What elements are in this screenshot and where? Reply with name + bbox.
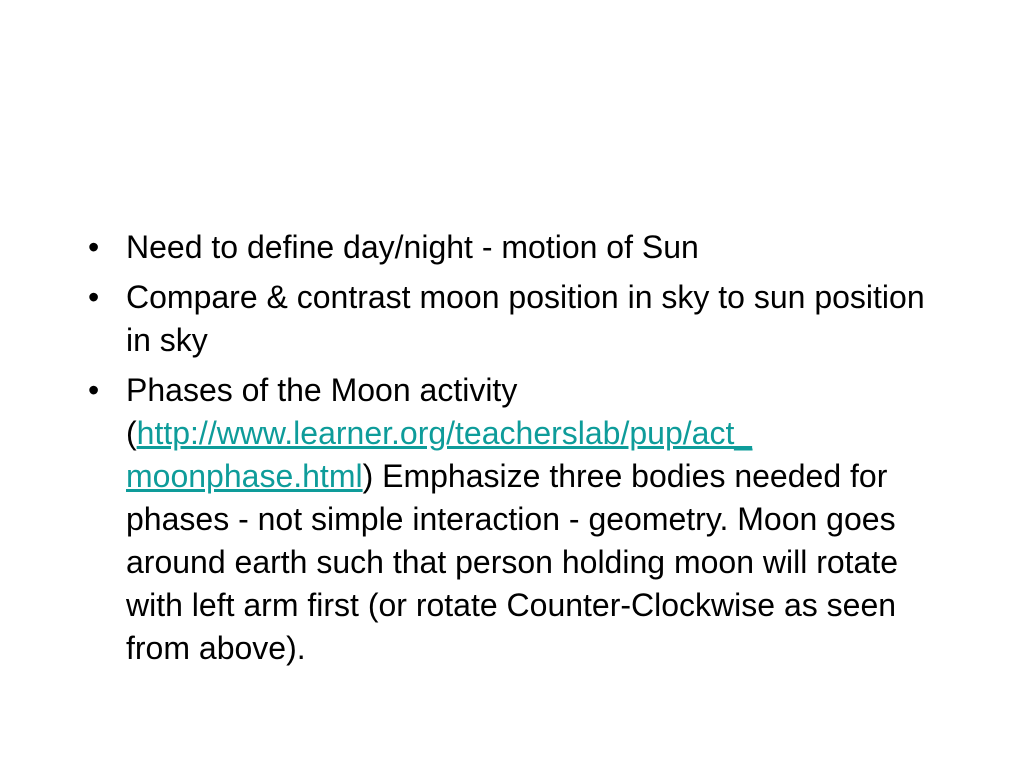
bullet-text: Compare & contrast moon position in sky to sun position in sky xyxy=(126,279,925,358)
bullet-text-before: Phases of the Moon activity ( xyxy=(126,372,518,451)
moonphase-link-line1[interactable]: http://www.learner.org/teacherslab/pup/act_ xyxy=(136,415,753,451)
bullet-list xyxy=(88,226,928,677)
bullet-icon: • xyxy=(88,229,100,265)
bullet-item-day-night xyxy=(88,226,928,269)
bullet-icon: • xyxy=(88,279,100,315)
bullet-icon: • xyxy=(88,372,100,408)
bullet-item-moon-position xyxy=(88,276,928,362)
bullet-item-moon-phases xyxy=(88,369,928,670)
moonphase-link-line2[interactable]: moonphase.html xyxy=(126,458,363,494)
bullet-text-after: ) Emphasize three bodies needed for phases - not simple interaction - geometry. Moon goes around earth such that person holding moon will rotate with left arm first (or rotate Counter-Clockwise as seen from above). xyxy=(126,458,899,666)
bullet-text: Need to define day/night - motion of Sun xyxy=(126,229,699,265)
